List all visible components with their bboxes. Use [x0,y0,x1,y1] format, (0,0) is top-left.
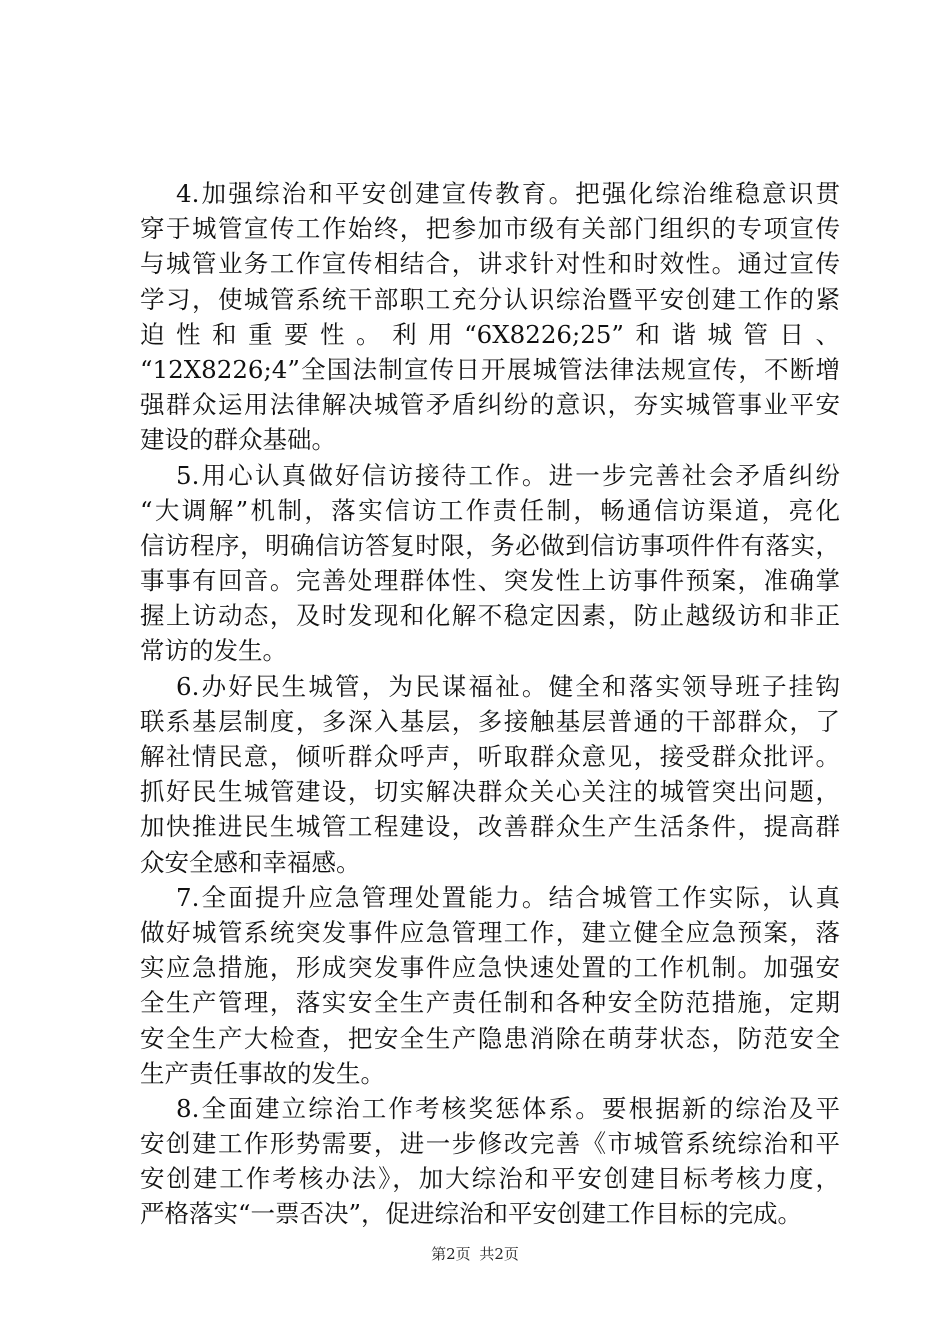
paragraph-line: 学习，使城管系统干部职工充分认识综治暨平安创建工作的紧 [140,284,840,314]
paragraph-item-4 [140,176,840,458]
paragraph-line: 严格落实“一票否决”，促进综治和平安创建工作目标的完成。 [140,1199,803,1229]
paragraph-line: 全生产管理，落实安全生产责任制和各种安全防范措施，定期 [140,988,840,1018]
paragraph-line: 迫性和重要性。利用“6X8226;25”和谐城管日、 [140,319,840,349]
paragraph-item-7 [140,880,840,1091]
paragraph-line: 加快推进民生城管工程建设，改善群众生产生活条件，提高群 [140,812,840,842]
paragraph-line: 做好城管系统突发事件应急管理工作，建立健全应急预案，落 [140,917,840,947]
paragraph-line: 生产责任事故的发生。 [140,1058,385,1088]
paragraph-line: 事事有回音。完善处理群体性、突发性上访事件预案，准确掌 [140,566,840,596]
paragraph-line: 5.用心认真做好信访接待工作。进一步完善社会矛盾纠纷 [176,460,840,490]
paragraph-line: 握上访动态，及时发现和化解不稳定因素，防止越级访和非正 [140,601,840,631]
paragraph-line: 联系基层制度，多深入基层，多接触基层普通的干部群众，了 [140,706,840,736]
paragraph-line: 实应急措施，形成突发事件应急快速处置的工作机制。加强安 [140,953,840,983]
paragraph-line: 4.加强综治和平安创建宣传教育。把强化综治维稳意识贯 [176,179,840,208]
page-footer [0,1244,950,1264]
paragraph-line: “12X8226;4”全国法制宣传日开展城管法律法规宣传，不断增 [140,354,840,384]
page-number: 第2页 [431,1245,471,1263]
paragraph-line: 8.全面建立综治工作考核奖惩体系。要根据新的综治及平 [176,1093,840,1123]
paragraph-line: 安创建工作考核办法》，加大综治和平安创建目标考核力度， [140,1164,840,1194]
paragraph-line: 解社情民意，倾听群众呼声，听取群众意见，接受群众批评。 [140,742,840,771]
paragraph-line: 安全生产大检查，把安全生产隐患消除在萌芽状态，防范安全 [140,1023,840,1053]
paragraph-line: 建设的群众基础。 [140,425,336,455]
paragraph-line: 7.全面提升应急管理处置能力。结合城管工作实际，认真 [176,882,840,912]
paragraph-item-6 [140,669,840,880]
paragraph-line: 强群众运用法律解决城管矛盾纠纷的意识，夯实城管事业平安 [140,390,840,420]
paragraph-item-5 [140,458,840,669]
document-body [140,176,840,1232]
paragraph-line: 穿于城管宣传工作始终，把参加市级有关部门组织的专项宣传 [140,214,840,244]
paragraph-line: 6.办好民生城管，为民谋福祉。健全和落实领导班子挂钩 [176,671,840,701]
paragraph-line: 信访程序，明确信访答复时限，务必做到信访事项件件有落实， [140,530,840,560]
paragraph-line: 众安全感和幸福感。 [140,847,361,877]
page-total: 共2页 [479,1245,519,1263]
paragraph-line: 常访的发生。 [140,636,287,666]
paragraph-line: 安创建工作形势需要，进一步修改完善《市城管系统综治和平 [140,1129,840,1159]
paragraph-line: “大调解”机制，落实信访工作责任制，畅通信访渠道，亮化 [140,495,840,525]
paragraph-line: 与城管业务工作宣传相结合，讲求针对性和时效性。通过宣传 [140,249,840,279]
paragraph-item-8 [140,1091,840,1232]
paragraph-line: 抓好民生城管建设，切实解决群众关心关注的城管突出问题， [140,777,840,807]
